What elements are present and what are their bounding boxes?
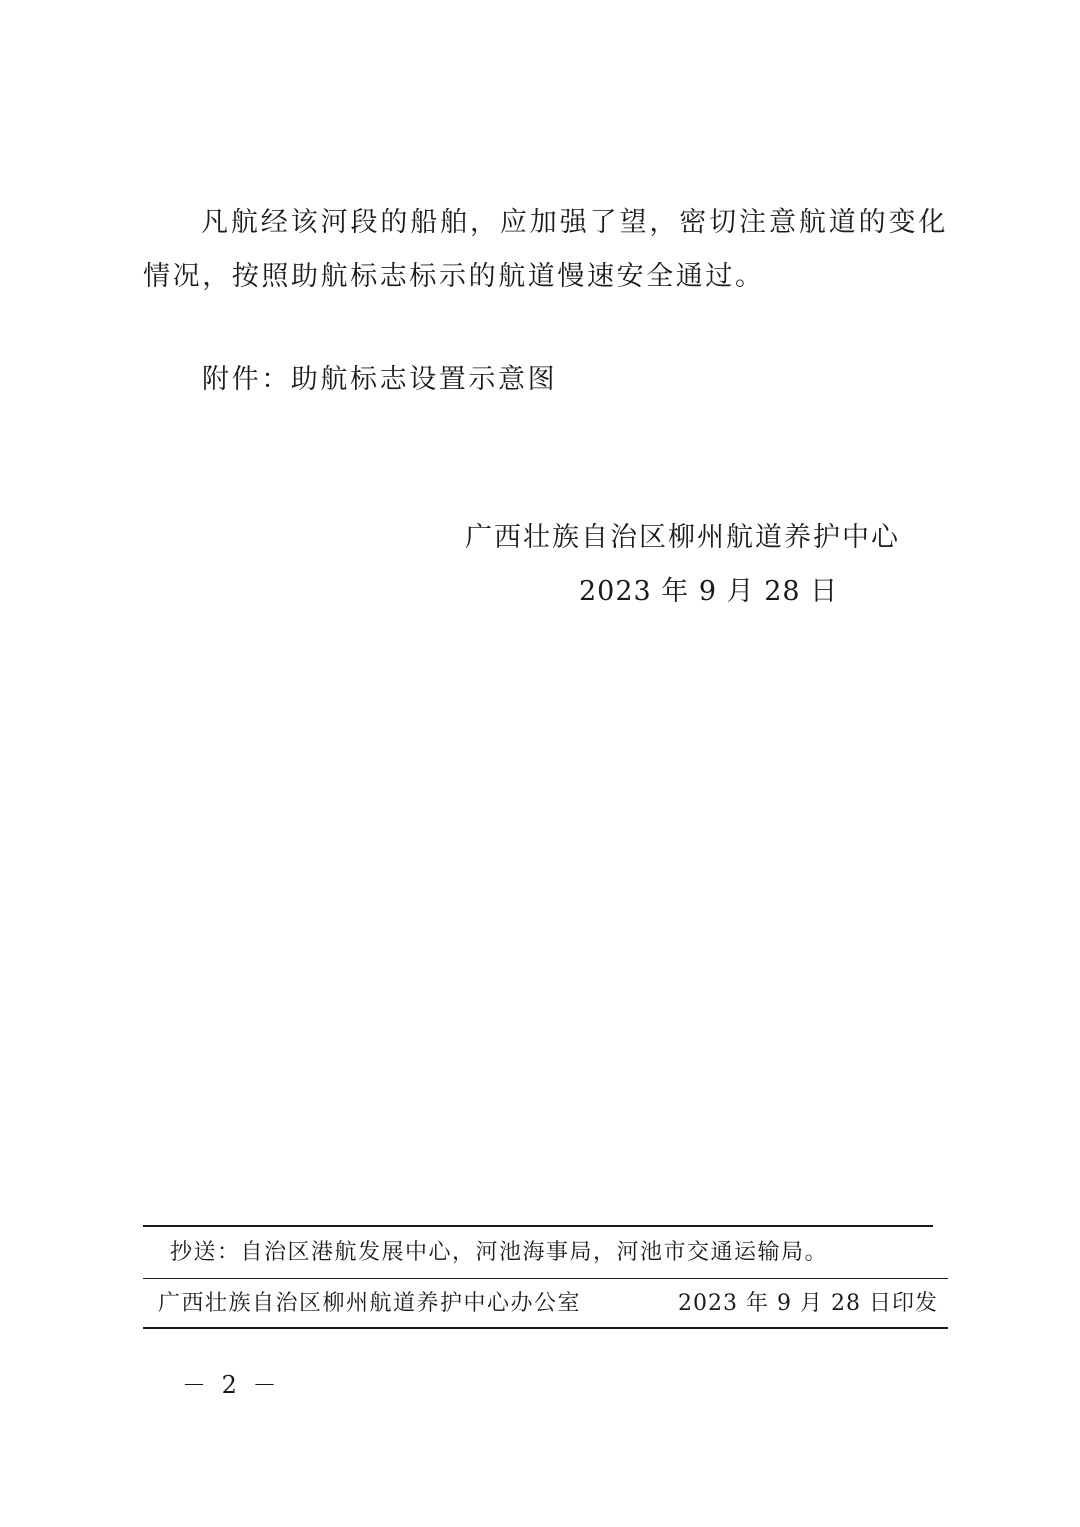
signature-date: 2023 年 9 月 28 日: [579, 576, 839, 607]
footer-rule-top: [143, 1225, 933, 1227]
print-office: 广西壮族自治区柳州航道养护中心办公室: [158, 1291, 582, 1316]
footer-rule-bottom: [143, 1327, 948, 1329]
page-number: － 2 －: [182, 1371, 281, 1399]
cc-recipients: 抄送：自治区港航发展中心，河池海事局，河池市交通运输局。: [170, 1240, 829, 1265]
body-paragraph: 凡航经该河段的船舶，应加强了望，密切注意航道的变化情况，按照助航标志标示的航道慢速安全通过。: [143, 207, 948, 292]
issuer-signature: 广西壮族自治区柳州航道养护中心: [465, 522, 900, 553]
print-date: 2023 年 9 月 28 日印发: [678, 1291, 938, 1316]
attachment-line: 附件：助航标志设置示意图: [202, 364, 558, 395]
footer-rule-middle: [143, 1278, 948, 1279]
